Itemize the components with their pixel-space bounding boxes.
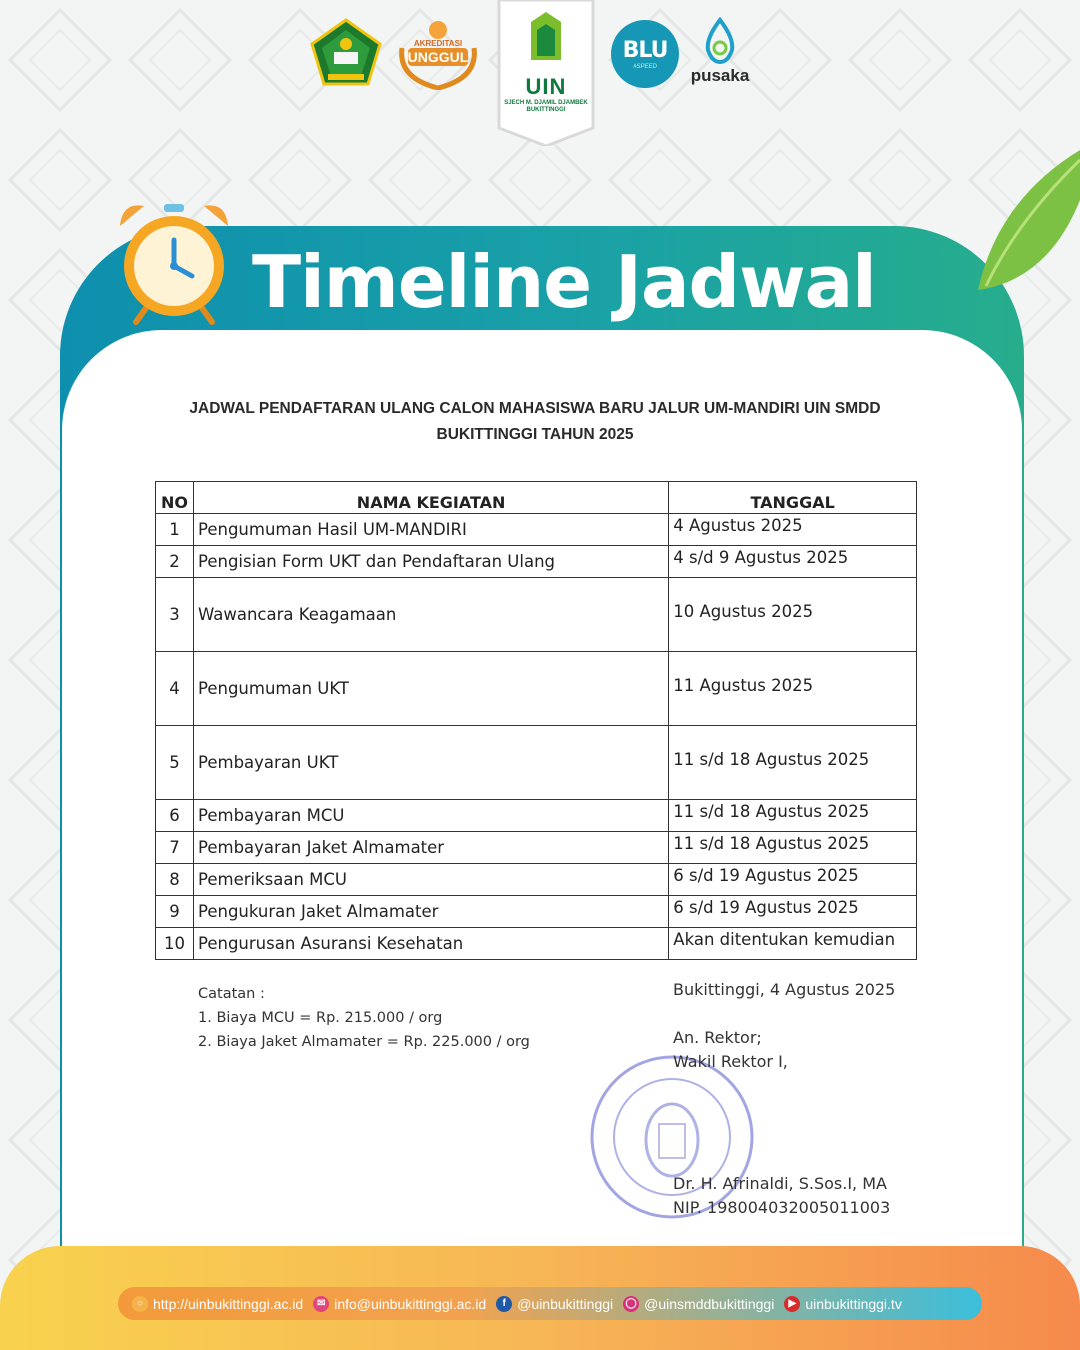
row-no: 10 — [156, 928, 194, 960]
note-item: 2. Biaya Jaket Almamater = Rp. 225.000 / org — [198, 1034, 530, 1050]
blu-sub-label: #SPEED — [633, 64, 657, 70]
website-text: http://uinbukittinggi.ac.id — [153, 1295, 304, 1312]
table-row — [156, 578, 917, 652]
table-row — [156, 864, 917, 896]
youtube-link[interactable] — [784, 1296, 902, 1312]
row-activity: Pengukuran Jaket Almamater — [193, 896, 668, 928]
youtube-text: uinbukittinggi.tv — [805, 1295, 902, 1312]
table-header-row — [156, 482, 917, 514]
row-date: 11 Agustus 2025 — [669, 652, 917, 726]
table-row — [156, 726, 917, 800]
row-no: 4 — [156, 652, 194, 726]
row-activity: Pengumuman Hasil UM-MANDIRI — [193, 514, 668, 546]
signature-position: Wakil Rektor I, — [673, 1052, 788, 1071]
blu-speed-logo — [611, 20, 679, 88]
row-no: 8 — [156, 864, 194, 896]
row-no: 5 — [156, 726, 194, 800]
table-row — [156, 800, 917, 832]
row-date: 11 s/d 18 Agustus 2025 — [669, 726, 917, 800]
row-no: 1 — [156, 514, 194, 546]
uin-label: UIN — [525, 74, 567, 99]
uin-badge — [497, 0, 595, 146]
unggul-label: UNGGUL — [407, 49, 469, 65]
note-item: 1. Biaya MCU = Rp. 215.000 / org — [198, 1010, 443, 1026]
mail-icon: ✉ — [313, 1296, 329, 1312]
row-activity: Pengisian Form UKT dan Pendaftaran Ulang — [193, 546, 668, 578]
signature-name: Dr. H. Afrinaldi, S.Sos.I, MA — [673, 1174, 887, 1193]
instagram-text: @uinsmddbukittinggi — [644, 1295, 775, 1312]
email-link[interactable] — [313, 1296, 486, 1312]
akreditasi-label: AKREDITASI — [413, 39, 463, 48]
pusaka-label: pusaka — [690, 66, 750, 85]
page-title: Timeline Jadwal — [252, 240, 876, 324]
table-row — [156, 896, 917, 928]
row-date: 4 s/d 9 Agustus 2025 — [669, 546, 917, 578]
row-activity: Pembayaran MCU — [193, 800, 668, 832]
header-logos — [0, 0, 1080, 160]
row-no: 7 — [156, 832, 194, 864]
signature-place-date: Bukittinggi, 4 Agustus 2025 — [673, 980, 896, 999]
row-date: Akan ditentukan kemudian — [669, 928, 917, 960]
pusaka-logo — [688, 16, 752, 86]
globe-icon: ○ — [132, 1296, 148, 1312]
kemenag-logo — [310, 18, 382, 86]
row-activity: Pengurusan Asuransi Kesehatan — [193, 928, 668, 960]
contact-bar — [118, 1287, 982, 1320]
table-row — [156, 514, 917, 546]
facebook-link[interactable] — [496, 1296, 613, 1312]
row-activity: Pembayaran Jaket Almamater — [193, 832, 668, 864]
alarm-clock-icon — [112, 196, 236, 326]
column-header-name: NAMA KEGIATAN — [193, 482, 668, 514]
row-no: 6 — [156, 800, 194, 832]
instagram-icon: ◯ — [623, 1296, 639, 1312]
notes-heading: Catatan : — [198, 986, 265, 1002]
row-date: 6 s/d 19 Agustus 2025 — [669, 896, 917, 928]
row-date: 11 s/d 18 Agustus 2025 — [669, 800, 917, 832]
akreditasi-unggul-logo — [392, 18, 484, 90]
row-no: 3 — [156, 578, 194, 652]
row-no: 9 — [156, 896, 194, 928]
row-date: 4 Agustus 2025 — [669, 514, 917, 546]
document-title — [100, 396, 970, 448]
signature-nip: NIP. 198004032005011003 — [673, 1198, 891, 1217]
table-row — [156, 832, 917, 864]
table-row — [156, 652, 917, 726]
email-text: info@uinbukittinggi.ac.id — [334, 1295, 487, 1312]
row-activity: Pemeriksaan MCU — [193, 864, 668, 896]
row-no: 2 — [156, 546, 194, 578]
row-activity: Pembayaran UKT — [193, 726, 668, 800]
schedule-table — [155, 481, 917, 960]
column-header-no: NO — [156, 482, 194, 514]
row-date: 6 s/d 19 Agustus 2025 — [669, 864, 917, 896]
youtube-icon: ▶ — [784, 1296, 800, 1312]
instagram-link[interactable] — [623, 1296, 774, 1312]
blu-label: BLU — [622, 38, 668, 63]
row-activity: Wawancara Keagamaan — [193, 578, 668, 652]
table-row — [156, 928, 917, 960]
row-date: 11 s/d 18 Agustus 2025 — [669, 832, 917, 864]
column-header-date: TANGGAL — [669, 482, 917, 514]
table-row — [156, 546, 917, 578]
leaf-decoration — [958, 140, 1080, 320]
facebook-icon: f — [496, 1296, 512, 1312]
document-title-line1: JADWAL PENDAFTARAN ULANG CALON MAHASISWA BARU JALUR UM-MANDIRI UIN SMDD — [189, 400, 881, 417]
document-title-line2: BUKITTINGGI TAHUN 2025 — [436, 426, 634, 443]
row-activity: Pengumuman UKT — [193, 652, 668, 726]
website-link[interactable] — [132, 1296, 303, 1312]
notes-section — [198, 982, 530, 1054]
row-date: 10 Agustus 2025 — [669, 578, 917, 652]
signature-on-behalf: An. Rektor; — [673, 1028, 762, 1047]
uin-sub-label: SJECH M. DJAMIL DJAMBEK BUKITTINGGI — [504, 100, 588, 113]
facebook-text: @uinbukittinggi — [517, 1295, 614, 1312]
